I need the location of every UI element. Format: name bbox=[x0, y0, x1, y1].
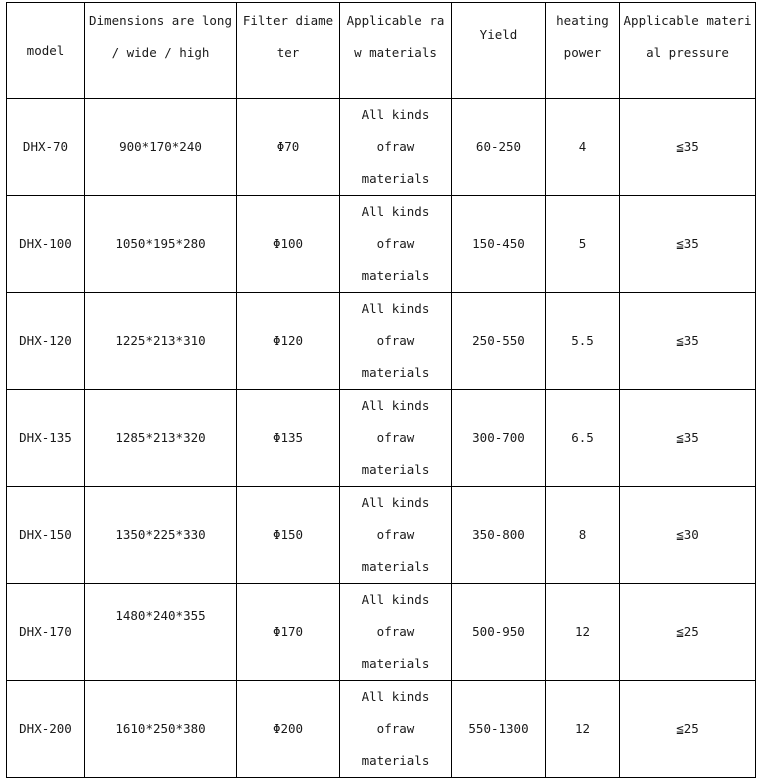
cell-filter: Φ200 bbox=[237, 681, 340, 778]
cell-pressure: ≦35 bbox=[620, 293, 756, 390]
cell-model: DHX-120 bbox=[7, 293, 85, 390]
table-row bbox=[7, 99, 756, 196]
header-filter-line1: Filter diame bbox=[242, 13, 334, 28]
table-row bbox=[7, 293, 756, 390]
header-materials-line1: Applicable ra bbox=[346, 13, 445, 28]
cell-filter: Φ70 bbox=[237, 99, 340, 196]
cell-power: 5 bbox=[546, 196, 620, 293]
cell-yield: 500-950 bbox=[452, 584, 546, 681]
cell-pressure: ≦30 bbox=[620, 487, 756, 584]
cell-yield: 250-550 bbox=[452, 293, 546, 390]
header-power-line2: power bbox=[563, 45, 602, 60]
cell-dimensions: 1285*213*320 bbox=[85, 390, 237, 487]
cell-materials: All kinds ofraw materials bbox=[340, 99, 452, 196]
cell-materials: All kinds ofraw materials bbox=[340, 196, 452, 293]
cell-materials: All kinds ofraw materials bbox=[340, 487, 452, 584]
cell-materials: All kinds ofraw materials bbox=[340, 584, 452, 681]
cell-filter: Φ150 bbox=[237, 487, 340, 584]
cell-model: DHX-150 bbox=[7, 487, 85, 584]
cell-dimensions: 1225*213*310 bbox=[85, 293, 237, 390]
header-row bbox=[7, 3, 756, 99]
cell-power: 6.5 bbox=[546, 390, 620, 487]
cell-power: 12 bbox=[546, 584, 620, 681]
header-materials bbox=[340, 3, 452, 99]
cell-power: 5.5 bbox=[546, 293, 620, 390]
cell-model: DHX-170 bbox=[7, 584, 85, 681]
header-materials-line2: w materials bbox=[354, 45, 437, 60]
cell-pressure: ≦35 bbox=[620, 390, 756, 487]
cell-pressure: ≦25 bbox=[620, 584, 756, 681]
header-dimensions-line1: Dimensions are long bbox=[89, 13, 232, 28]
header-dimensions bbox=[85, 3, 237, 99]
header-power-line1: heating bbox=[556, 13, 609, 28]
cell-dimensions: 1350*225*330 bbox=[85, 487, 237, 584]
table-row bbox=[7, 390, 756, 487]
spec-table bbox=[6, 2, 756, 778]
header-yield: Yield bbox=[452, 3, 546, 99]
cell-dimensions: 1050*195*280 bbox=[85, 196, 237, 293]
header-filter-line2: ter bbox=[276, 45, 300, 60]
header-filter bbox=[237, 3, 340, 99]
cell-filter: Φ135 bbox=[237, 390, 340, 487]
cell-dimensions: 1480*240*355 bbox=[85, 584, 237, 681]
cell-filter: Φ120 bbox=[237, 293, 340, 390]
cell-power: 4 bbox=[546, 99, 620, 196]
cell-materials: All kinds ofraw materials bbox=[340, 390, 452, 487]
cell-filter: Φ100 bbox=[237, 196, 340, 293]
cell-yield: 550-1300 bbox=[452, 681, 546, 778]
header-pressure-line2: al pressure bbox=[646, 45, 729, 60]
cell-model: DHX-200 bbox=[7, 681, 85, 778]
header-pressure-line1: Applicable materi bbox=[623, 13, 752, 28]
header-dimensions-line2: / wide / high bbox=[111, 45, 210, 60]
cell-model: DHX-70 bbox=[7, 99, 85, 196]
cell-power: 12 bbox=[546, 681, 620, 778]
cell-yield: 350-800 bbox=[452, 487, 546, 584]
table-row bbox=[7, 487, 756, 584]
cell-power: 8 bbox=[546, 487, 620, 584]
header-model: model bbox=[7, 3, 85, 99]
table-row bbox=[7, 196, 756, 293]
cell-yield: 150-450 bbox=[452, 196, 546, 293]
cell-model: DHX-135 bbox=[7, 390, 85, 487]
header-pressure bbox=[620, 3, 756, 99]
cell-dimensions: 900*170*240 bbox=[85, 99, 237, 196]
cell-pressure: ≦35 bbox=[620, 196, 756, 293]
cell-dimensions: 1610*250*380 bbox=[85, 681, 237, 778]
cell-pressure: ≦25 bbox=[620, 681, 756, 778]
cell-materials: All kinds ofraw materials bbox=[340, 293, 452, 390]
header-power bbox=[546, 3, 620, 99]
cell-filter: Φ170 bbox=[237, 584, 340, 681]
table-row bbox=[7, 681, 756, 778]
cell-materials: All kinds ofraw materials bbox=[340, 681, 452, 778]
cell-model: DHX-100 bbox=[7, 196, 85, 293]
cell-pressure: ≦35 bbox=[620, 99, 756, 196]
cell-yield: 300-700 bbox=[452, 390, 546, 487]
cell-yield: 60-250 bbox=[452, 99, 546, 196]
table-row bbox=[7, 584, 756, 681]
